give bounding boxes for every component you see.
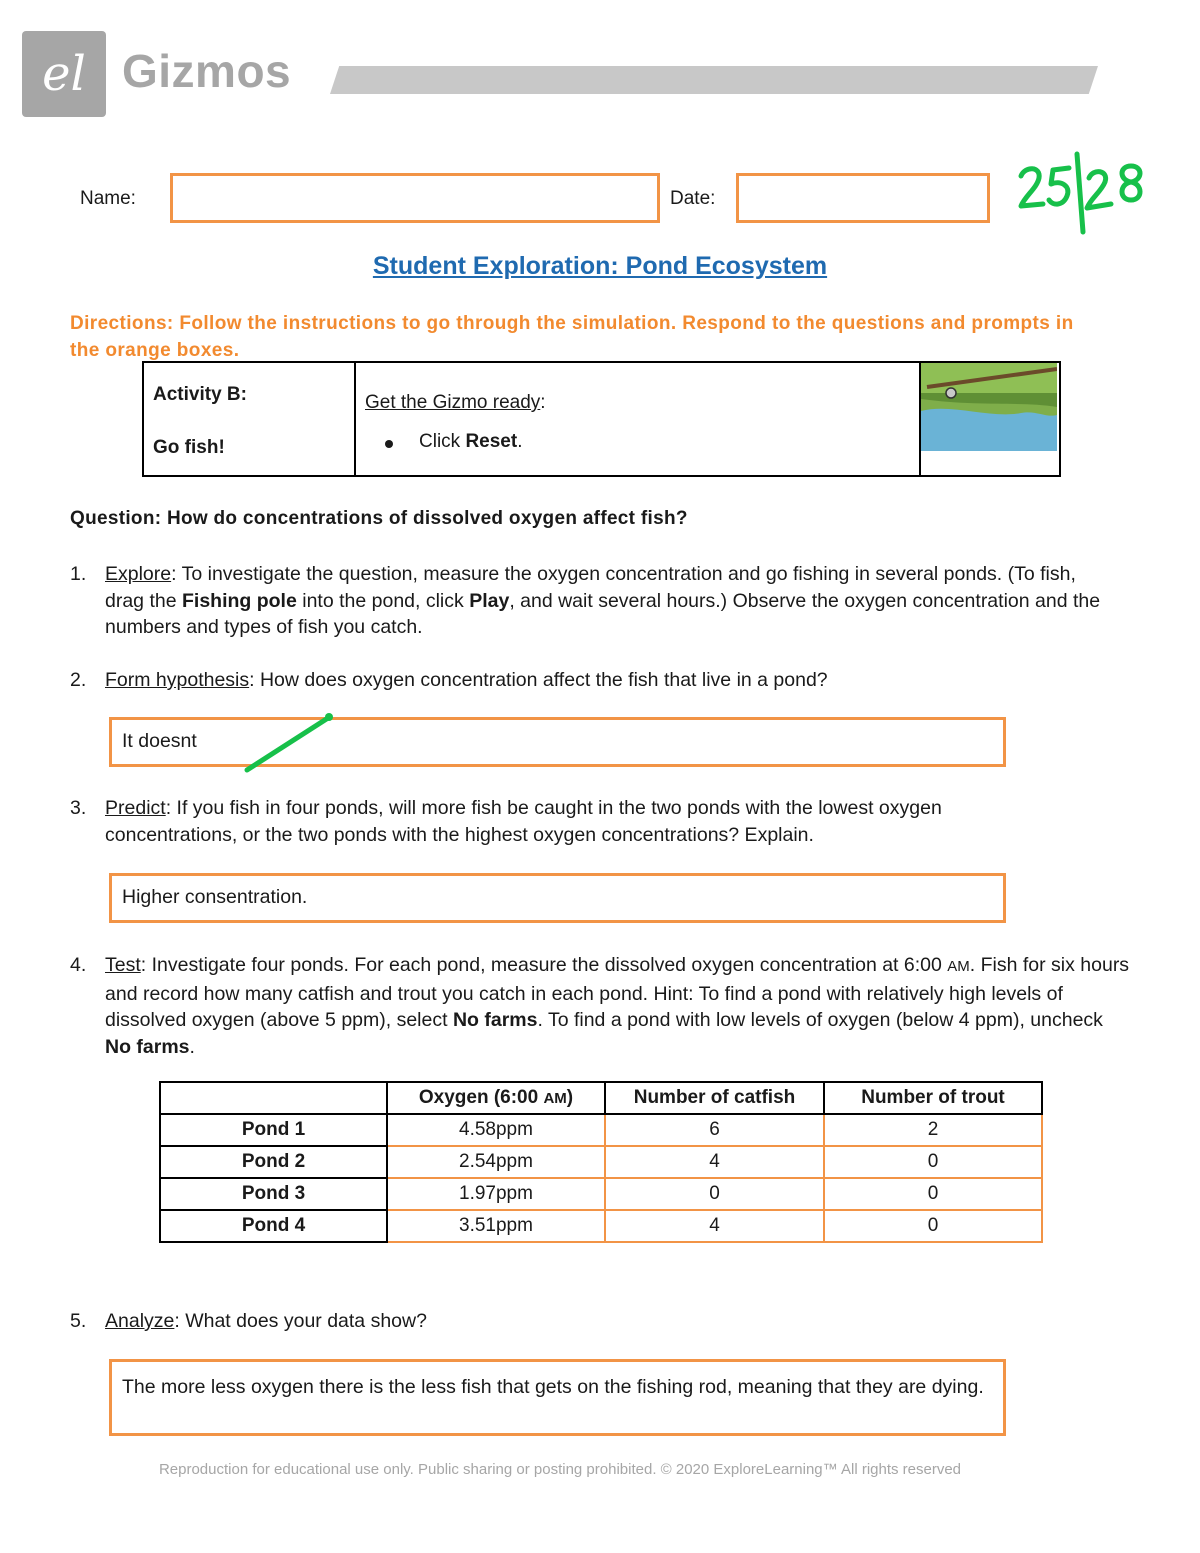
oxygen-cell[interactable]: 1.97ppm xyxy=(387,1178,605,1210)
header-paren: ) xyxy=(566,1087,574,1108)
gizmo-ready-label: Get the Gizmo ready xyxy=(365,392,541,413)
oxygen-cell[interactable]: 4.58ppm xyxy=(387,1114,605,1146)
pond-data-table xyxy=(159,1081,1043,1243)
pond-label: Pond 4 xyxy=(160,1210,387,1242)
date-label: Date: xyxy=(670,188,716,209)
activity-subtitle: Go fish! xyxy=(153,437,225,458)
oxygen-cell[interactable]: 3.51ppm xyxy=(387,1210,605,1242)
item-number: 2. xyxy=(70,669,87,691)
gizmo-thumbnail-cell xyxy=(919,363,1059,475)
bullet-item xyxy=(392,431,522,453)
gizmo-ready-colon: : xyxy=(540,392,546,413)
item-number: 5. xyxy=(70,1310,87,1332)
no-farms-label: No farms xyxy=(105,1035,190,1058)
answer-box-analyze[interactable] xyxy=(109,1359,1006,1436)
table-row xyxy=(160,1114,1042,1146)
am-label: AM xyxy=(947,958,970,975)
no-farms-label: No farms xyxy=(452,1009,538,1031)
brand-name: Gizmos xyxy=(122,45,292,97)
catfish-cell[interactable]: 6 xyxy=(605,1114,824,1146)
logo-mark: el xyxy=(42,46,86,102)
catfish-cell[interactable]: 4 xyxy=(605,1146,824,1178)
item-text: . To find a pond with low levels of oxygen (below 4 ppm), uncheck xyxy=(537,1009,1103,1031)
fishing-pole-label: Fishing pole xyxy=(181,589,297,612)
header-oxygen-text: Oxygen (6:00 xyxy=(418,1087,544,1108)
item-text: . xyxy=(189,1035,195,1058)
item-lead: Explore xyxy=(105,563,172,585)
answer-box-predict[interactable] xyxy=(109,873,1006,923)
name-field[interactable] xyxy=(170,173,660,223)
page-title: Student Exploration: Pond Ecosystem xyxy=(372,252,828,280)
trout-cell[interactable]: 0 xyxy=(824,1178,1042,1210)
handwritten-score xyxy=(1015,148,1155,238)
gizmos-logo xyxy=(22,31,106,117)
item-lead: Form hypothesis xyxy=(105,669,250,691)
item-text: . Fish for six hours and record how many catfish and trout you catch in each pond. Hint: To find a pond with relatively high levels of dissolved oxygen (above 5 ppm), select xyxy=(105,954,1130,1031)
directions-text: Directions: Follow the instructions to go through the simulation. Respond to the questions and prompts in the orange boxes. xyxy=(70,313,1074,361)
table-header-trout: Number of trout xyxy=(824,1082,1042,1114)
trout-cell[interactable]: 0 xyxy=(824,1146,1042,1178)
answer-text: It doesnt xyxy=(122,730,197,752)
bullet-suffix: . xyxy=(517,431,523,452)
pond-label: Pond 3 xyxy=(160,1178,387,1210)
main-question: Question: How do concentrations of dissolved oxygen affect fish? xyxy=(70,508,688,529)
item-text: : How does oxygen concentration affect the fish that live in a pond? xyxy=(249,669,828,691)
fishing-scene-image xyxy=(921,363,1057,451)
trout-cell[interactable]: 2 xyxy=(824,1114,1042,1146)
item-text: into the pond, click xyxy=(296,589,470,612)
header-bar xyxy=(330,66,1098,94)
item-explore xyxy=(70,561,1140,641)
gizmo-ready-text xyxy=(365,392,546,414)
grader-check-mark xyxy=(240,708,340,778)
bullet-prefix: Click xyxy=(419,431,466,452)
activity-table xyxy=(142,361,1061,477)
answer-text: Higher consentration. xyxy=(122,886,308,908)
catfish-cell[interactable]: 0 xyxy=(605,1178,824,1210)
date-field[interactable] xyxy=(736,173,990,223)
item-test xyxy=(70,952,1150,1062)
table-header-catfish: Number of catfish xyxy=(605,1082,824,1114)
item-number: 4. xyxy=(70,954,87,976)
header-am: AM xyxy=(543,1090,567,1107)
item-predict xyxy=(70,795,1140,849)
table-header-row xyxy=(160,1082,1042,1114)
item-analyze xyxy=(70,1308,1140,1336)
bullet-dot-icon xyxy=(385,440,393,448)
name-label: Name: xyxy=(80,188,136,209)
table-header-blank xyxy=(160,1082,387,1114)
item-hypothesis xyxy=(70,667,1140,695)
activity-label-cell xyxy=(144,363,356,475)
item-lead: Analyze xyxy=(105,1310,175,1332)
item-number: 3. xyxy=(70,797,87,819)
item-text: : Investigate four ponds. For each pond, measure the dissolved oxygen concentration at 6:00 xyxy=(140,954,948,976)
play-label: Play xyxy=(469,589,510,612)
activity-title: Activity B: xyxy=(153,384,247,405)
item-text: : What does your data show? xyxy=(174,1310,427,1332)
answer-text: The more less oxygen there is the less fish that gets on the fishing rod, meaning that they are dying. xyxy=(122,1376,984,1398)
pond-label: Pond 2 xyxy=(160,1146,387,1178)
item-text: : To investigate the question, measure the oxygen concentration and go fishing in several ponds. (To fish, drag the xyxy=(105,563,1076,612)
item-lead: Test xyxy=(105,954,141,976)
footer-notice: Reproduction for educational use only. Public sharing or posting prohibited. © 2020 ExploreLearning™ All rights reserved xyxy=(158,1461,962,1478)
table-header-oxygen xyxy=(387,1082,605,1114)
oxygen-cell[interactable]: 2.54ppm xyxy=(387,1146,605,1178)
item-text: , and wait several hours.) Observe the oxygen concentration and the numbers and types of fish you catch. xyxy=(105,589,1101,638)
item-number: 1. xyxy=(70,563,87,585)
trout-cell[interactable]: 0 xyxy=(824,1210,1042,1242)
table-row xyxy=(160,1210,1042,1242)
item-lead: Predict xyxy=(105,797,166,819)
item-text: : If you fish in four ponds, will more fish be caught in the two ponds with the lowest oxygen concentrations, or the two ponds with the highest oxygen concentrations? Explain. xyxy=(105,797,942,846)
table-row xyxy=(160,1146,1042,1178)
pond-label: Pond 1 xyxy=(160,1114,387,1146)
catfish-cell[interactable]: 4 xyxy=(605,1210,824,1242)
table-row xyxy=(160,1178,1042,1210)
reset-label: Reset xyxy=(465,431,518,452)
